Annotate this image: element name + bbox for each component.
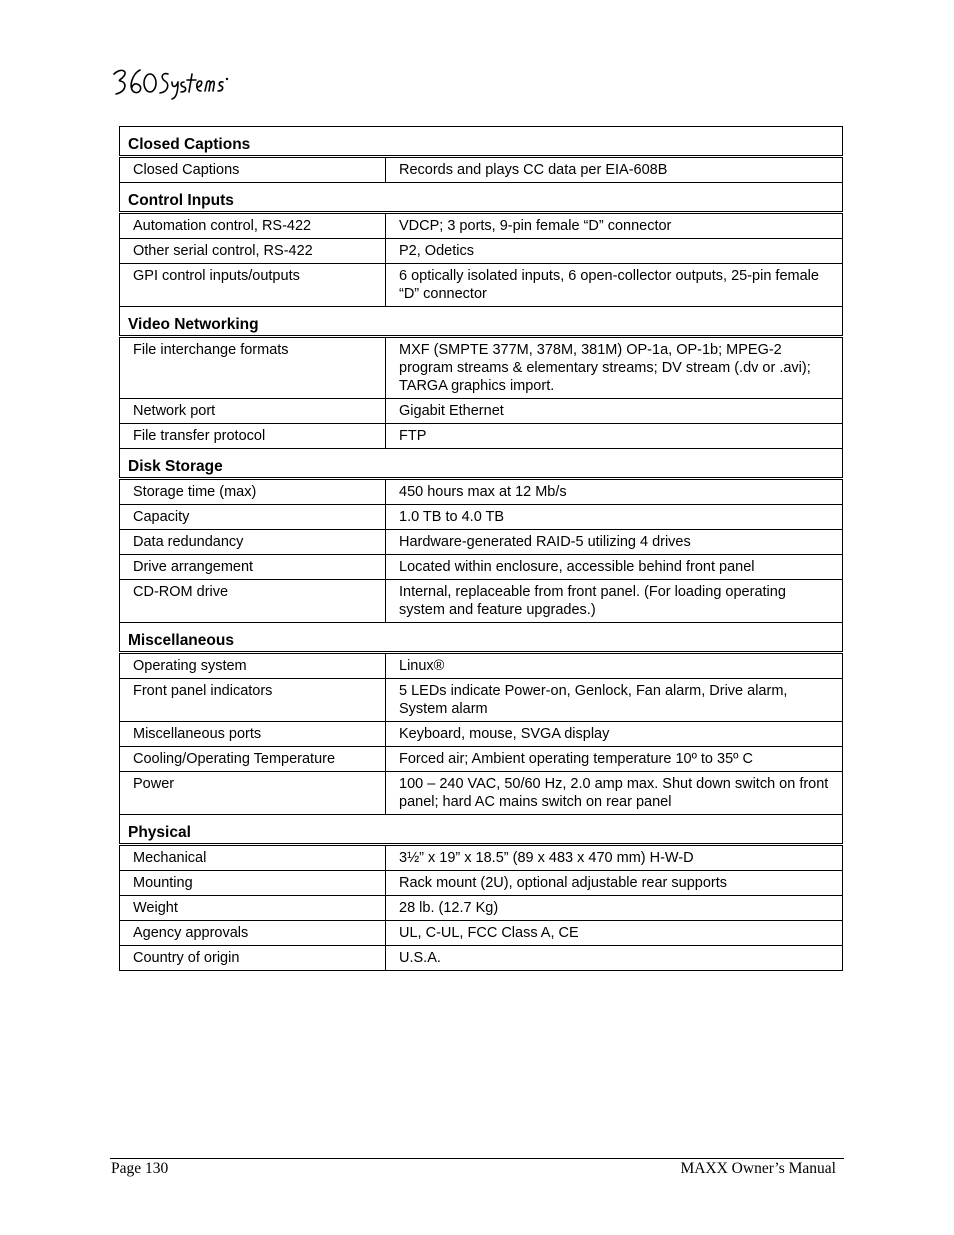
spec-value: 100 – 240 VAC, 50/60 Hz, 2.0 amp max. Shut down switch on front panel; hard AC mains switch on rear panel [386, 772, 843, 815]
table-row [120, 921, 843, 946]
spec-value: 6 optically isolated inputs, 6 open-collector outputs, 25-pin female “D” connector [386, 264, 843, 307]
table-row [120, 337, 843, 399]
spec-label: Front panel indicators [120, 679, 386, 722]
spec-value: 5 LEDs indicate Power-on, Genlock, Fan alarm, Drive alarm, System alarm [386, 679, 843, 722]
table-row [120, 580, 843, 623]
table-row [120, 213, 843, 239]
spec-label: Miscellaneous ports [120, 722, 386, 747]
spec-label: CD-ROM drive [120, 580, 386, 623]
table-row [120, 653, 843, 679]
table-row [120, 772, 843, 815]
spec-label: Data redundancy [120, 530, 386, 555]
spec-value: Internal, replaceable from front panel. (For loading operating system and feature upgrades.) [386, 580, 843, 623]
table-row [120, 679, 843, 722]
spec-label: Power [120, 772, 386, 815]
spec-label: Closed Captions [120, 157, 386, 183]
spec-label: Agency approvals [120, 921, 386, 946]
section-title: Video Networking [120, 307, 843, 337]
spec-label: Other serial control, RS-422 [120, 239, 386, 264]
table-row [120, 845, 843, 871]
spec-value: U.S.A. [386, 946, 843, 971]
table-row [120, 555, 843, 580]
spec-label: File interchange formats [120, 337, 386, 399]
section-title: Control Inputs [120, 183, 843, 213]
table-row [120, 505, 843, 530]
spec-value: UL, C-UL, FCC Class A, CE [386, 921, 843, 946]
specifications-body [120, 127, 843, 971]
spec-value: Rack mount (2U), optional adjustable rear supports [386, 871, 843, 896]
spec-value: Records and plays CC data per EIA-608B [386, 157, 843, 183]
section-title: Disk Storage [120, 449, 843, 479]
table-row [120, 747, 843, 772]
spec-label: Network port [120, 399, 386, 424]
section-title: Physical [120, 815, 843, 845]
section-header [120, 815, 843, 845]
360-systems-logo-icon [110, 62, 230, 102]
spec-value: 3½” x 19” x 18.5” (89 x 483 x 470 mm) H-W-D [386, 845, 843, 871]
spec-label: Country of origin [120, 946, 386, 971]
spec-value: Keyboard, mouse, SVGA display [386, 722, 843, 747]
table-row [120, 479, 843, 505]
table-row [120, 239, 843, 264]
table-row [120, 157, 843, 183]
spec-value: Located within enclosure, accessible behind front panel [386, 555, 843, 580]
manual-title: MAXX Owner’s Manual [680, 1160, 836, 1177]
table-row [120, 264, 843, 307]
table-row [120, 896, 843, 921]
spec-label: Mechanical [120, 845, 386, 871]
spec-label: Mounting [120, 871, 386, 896]
spec-label: Weight [120, 896, 386, 921]
spec-label: Storage time (max) [120, 479, 386, 505]
spec-value: VDCP; 3 ports, 9-pin female “D” connector [386, 213, 843, 239]
footer-rule [110, 1158, 844, 1159]
spec-value: Linux® [386, 653, 843, 679]
spec-value: Forced air; Ambient operating temperature 10º to 35º C [386, 747, 843, 772]
page-number: Page 130 [111, 1160, 169, 1177]
section-header [120, 127, 843, 157]
spec-value: MXF (SMPTE 377M, 378M, 381M) OP-1a, OP-1b; MPEG-2 program streams & elementary streams; DV stream (.dv or .avi); TARGA graphics import. [386, 337, 843, 399]
table-row [120, 722, 843, 747]
spec-value: FTP [386, 424, 843, 449]
spec-value: P2, Odetics [386, 239, 843, 264]
spec-label: Drive arrangement [120, 555, 386, 580]
table-row [120, 399, 843, 424]
table-row [120, 871, 843, 896]
spec-value: 28 lb. (12.7 Kg) [386, 896, 843, 921]
spec-label: File transfer protocol [120, 424, 386, 449]
spec-label: Cooling/Operating Temperature [120, 747, 386, 772]
section-title: Miscellaneous [120, 623, 843, 653]
spec-value: Gigabit Ethernet [386, 399, 843, 424]
section-header [120, 623, 843, 653]
spec-value: 450 hours max at 12 Mb/s [386, 479, 843, 505]
table-row [120, 530, 843, 555]
spec-label: Automation control, RS-422 [120, 213, 386, 239]
section-header [120, 449, 843, 479]
spec-label: Operating system [120, 653, 386, 679]
section-header [120, 183, 843, 213]
section-header [120, 307, 843, 337]
spec-value: Hardware-generated RAID-5 utilizing 4 drives [386, 530, 843, 555]
spec-label: GPI control inputs/outputs [120, 264, 386, 307]
section-title: Closed Captions [120, 127, 843, 157]
spec-value: 1.0 TB to 4.0 TB [386, 505, 843, 530]
specifications-table [119, 126, 843, 971]
table-row [120, 946, 843, 971]
spec-label: Capacity [120, 505, 386, 530]
table-row [120, 424, 843, 449]
